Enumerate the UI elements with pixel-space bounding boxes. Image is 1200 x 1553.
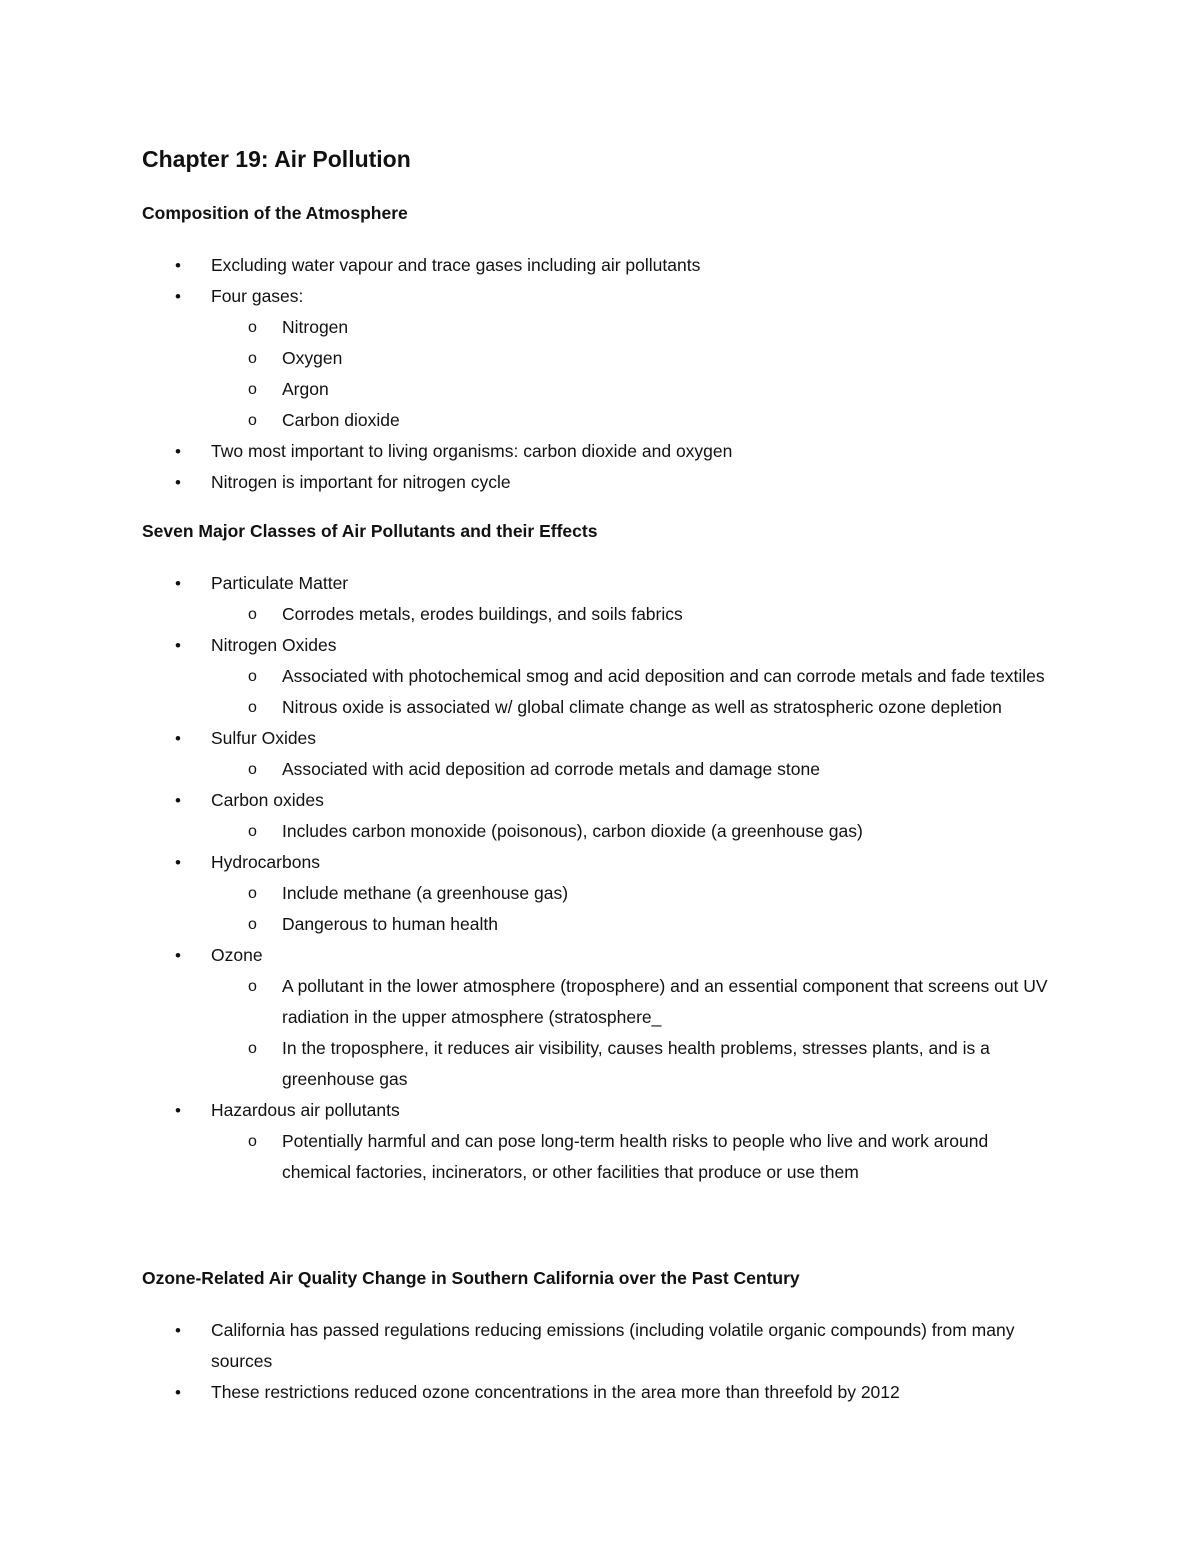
list-item-text: These restrictions reduced ozone concentrations in the area more than threefold by 2012 bbox=[211, 1382, 900, 1402]
sub-list-item-text: Includes carbon monoxide (poisonous), carbon dioxide (a greenhouse gas) bbox=[282, 821, 863, 841]
circle-bullet-icon: o bbox=[248, 761, 257, 778]
circle-bullet-icon: o bbox=[248, 916, 257, 933]
list-item bbox=[142, 1315, 1062, 1377]
list-item bbox=[142, 281, 1062, 436]
section-1 bbox=[142, 200, 1062, 498]
sub-list-item bbox=[248, 661, 1062, 692]
bullet-list bbox=[142, 1315, 1062, 1408]
bullet-icon: • bbox=[175, 729, 181, 748]
sub-list-item-text: Dangerous to human health bbox=[282, 914, 498, 934]
circle-bullet-icon: o bbox=[248, 606, 257, 623]
circle-bullet-icon: o bbox=[248, 1133, 257, 1150]
sub-list-item-text: Carbon dioxide bbox=[282, 410, 400, 430]
sub-list-item-text: In the troposphere, it reduces air visibility, causes health problems, stresses plants, and is a greenhouse gas bbox=[282, 1038, 990, 1089]
bullet-icon: • bbox=[175, 791, 181, 810]
list-item bbox=[142, 723, 1062, 785]
list-item-text: California has passed regulations reducing emissions (including volatile organic compounds) from many sources bbox=[211, 1320, 1015, 1371]
bullet-list bbox=[142, 568, 1062, 1188]
list-item-text: Ozone bbox=[211, 945, 263, 965]
list-item bbox=[142, 467, 1062, 498]
bullet-list bbox=[142, 250, 1062, 498]
circle-bullet-icon: o bbox=[248, 381, 257, 398]
list-item bbox=[142, 1095, 1062, 1188]
sub-list-item-text: Include methane (a greenhouse gas) bbox=[282, 883, 569, 903]
sub-list-item bbox=[248, 692, 1062, 723]
list-item-text: Nitrogen Oxides bbox=[211, 635, 337, 655]
list-item bbox=[142, 940, 1062, 1095]
list-item bbox=[142, 630, 1062, 723]
sub-list-item bbox=[248, 816, 1062, 847]
list-item-text: Excluding water vapour and trace gases including air pollutants bbox=[211, 255, 701, 275]
sub-list-item bbox=[248, 405, 1062, 436]
sub-list-item-text: Potentially harmful and can pose long-term health risks to people who live and work around chemical factories, incinerators, or other facilities that produce or use them bbox=[282, 1131, 989, 1182]
list-item bbox=[142, 785, 1062, 847]
section-heading: Composition of the Atmosphere bbox=[142, 203, 408, 223]
list-item bbox=[142, 568, 1062, 630]
sub-bullet-list bbox=[211, 1126, 1062, 1188]
sub-bullet-list bbox=[211, 661, 1062, 723]
circle-bullet-icon: o bbox=[248, 823, 257, 840]
circle-bullet-icon: o bbox=[248, 319, 257, 336]
bullet-icon: • bbox=[175, 442, 181, 461]
list-item bbox=[142, 436, 1062, 467]
sub-list-item-text: Nitrogen bbox=[282, 317, 349, 337]
bullet-icon: • bbox=[175, 1321, 181, 1340]
chapter-title: Chapter 19: Air Pollution bbox=[142, 146, 411, 172]
sub-list-item-text: A pollutant in the lower atmosphere (troposphere) and an essential component that screens out UV radiation in the upper atmosphere (stratosphere_ bbox=[282, 976, 1048, 1027]
circle-bullet-icon: o bbox=[248, 699, 257, 716]
sub-list-item-text: Argon bbox=[282, 379, 329, 399]
sub-list-item bbox=[248, 1126, 1062, 1188]
sub-list-item bbox=[248, 909, 1062, 940]
list-item-text: Hazardous air pollutants bbox=[211, 1100, 400, 1120]
circle-bullet-icon: o bbox=[248, 668, 257, 685]
sub-list-item bbox=[248, 971, 1062, 1033]
sub-list-item bbox=[248, 374, 1062, 405]
sub-list-item bbox=[248, 754, 1062, 785]
circle-bullet-icon: o bbox=[248, 412, 257, 429]
sub-bullet-list bbox=[211, 878, 1062, 940]
bullet-icon: • bbox=[175, 636, 181, 655]
bullet-icon: • bbox=[175, 574, 181, 593]
circle-bullet-icon: o bbox=[248, 350, 257, 367]
sub-bullet-list bbox=[211, 312, 1062, 436]
bullet-icon: • bbox=[175, 853, 181, 872]
list-item bbox=[142, 847, 1062, 940]
sub-list-item bbox=[248, 312, 1062, 343]
list-item-text: Sulfur Oxides bbox=[211, 728, 317, 748]
list-item bbox=[142, 250, 1062, 281]
list-item bbox=[142, 1377, 1062, 1408]
sub-bullet-list bbox=[211, 816, 1062, 847]
section-heading: Ozone-Related Air Quality Change in Southern California over the Past Century bbox=[142, 1268, 800, 1288]
section-2 bbox=[142, 518, 1062, 1188]
bullet-icon: • bbox=[175, 1101, 181, 1120]
list-item-text: Carbon oxides bbox=[211, 790, 324, 810]
list-item-text: Nitrogen is important for nitrogen cycle bbox=[211, 472, 511, 492]
circle-bullet-icon: o bbox=[248, 885, 257, 902]
circle-bullet-icon: o bbox=[248, 978, 257, 995]
sub-list-item-text: Associated with photochemical smog and acid deposition and can corrode metals and fade textiles bbox=[282, 666, 1045, 686]
sub-list-item-text: Associated with acid deposition ad corrode metals and damage stone bbox=[282, 759, 820, 779]
sub-list-item-text: Nitrous oxide is associated w/ global climate change as well as stratospheric ozone depletion bbox=[282, 697, 1002, 717]
list-item-text: Particulate Matter bbox=[211, 573, 349, 593]
bullet-icon: • bbox=[175, 473, 181, 492]
sub-list-item-text: Oxygen bbox=[282, 348, 343, 368]
sub-bullet-list bbox=[211, 754, 1062, 785]
sub-list-item bbox=[248, 878, 1062, 909]
sub-list-item-text: Corrodes metals, erodes buildings, and soils fabrics bbox=[282, 604, 683, 624]
sub-list-item bbox=[248, 1033, 1062, 1095]
bullet-icon: • bbox=[175, 1383, 181, 1402]
section-3 bbox=[142, 1265, 1062, 1408]
list-item-text: Hydrocarbons bbox=[211, 852, 320, 872]
sub-list-item bbox=[248, 343, 1062, 374]
sub-bullet-list bbox=[211, 599, 1062, 630]
sub-list-item bbox=[248, 599, 1062, 630]
circle-bullet-icon: o bbox=[248, 1040, 257, 1057]
list-item-text: Two most important to living organisms: carbon dioxide and oxygen bbox=[211, 441, 733, 461]
sub-bullet-list bbox=[211, 971, 1062, 1095]
bullet-icon: • bbox=[175, 256, 181, 275]
bullet-icon: • bbox=[175, 946, 181, 965]
section-heading: Seven Major Classes of Air Pollutants and their Effects bbox=[142, 521, 598, 541]
list-item-text: Four gases: bbox=[211, 286, 304, 306]
bullet-icon: • bbox=[175, 287, 181, 306]
